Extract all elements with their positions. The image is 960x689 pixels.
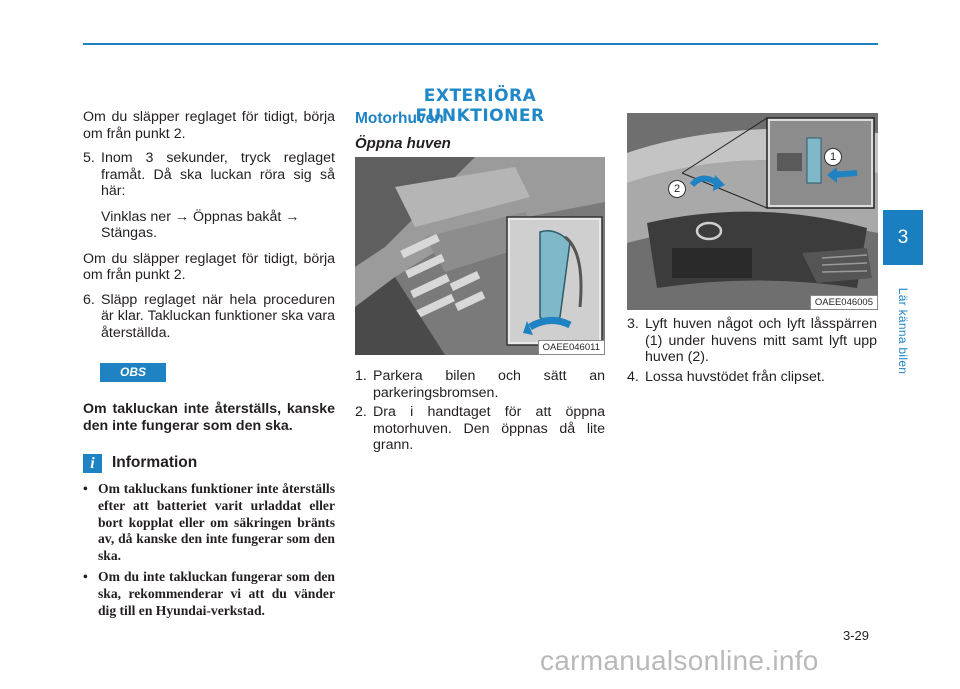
hood-latch-figure — [627, 113, 878, 310]
column-right — [627, 316, 877, 385]
figure-code: OAEE046011 — [538, 340, 605, 355]
hood-release-illustration — [355, 157, 605, 355]
step-1: 1. Parkera bilen och sätt an parkeringsbromsen. — [355, 368, 605, 401]
info-icon: i — [83, 454, 102, 473]
paragraph: Om du släpper reglaget för tidigt, börja om från punkt 2. — [83, 109, 335, 142]
column-middle — [355, 368, 605, 454]
section-title: EXTERIÖRA FUNKTIONER — [415, 86, 545, 126]
step-4: 4. Lossa huvstödet från clipset. — [627, 368, 825, 385]
obs-text: Om takluckan inte återställs, kanske den inte fungerar som den ska. — [83, 401, 335, 434]
sequence-text: Vinklas ner → Öppnas bakåt → Stängas. — [101, 208, 300, 241]
information-header — [83, 454, 335, 473]
obs-badge: OBS — [100, 363, 166, 382]
callout-2: 2 — [668, 180, 686, 198]
hood-release-figure — [355, 157, 605, 355]
information-label: Information — [112, 454, 198, 472]
header-rule — [83, 43, 878, 45]
list-item: • Om takluckans funktioner inte återställs efter att batteriet varit urladdat eller bort kopplat eller om säkringen bränts av, då kanske den inte fungerar som den ska. — [83, 481, 335, 564]
chapter-title: Lär känna bilen — [896, 287, 910, 375]
figure-code: OAEE046005 — [810, 295, 878, 310]
column-left — [83, 109, 335, 619]
car-front-illustration — [627, 113, 878, 310]
subheading-oppna-huven: Öppna huven — [355, 135, 451, 152]
step-3: 3. Lyft huven något och lyft låsspärren (1) under huvens mitt samt lyft upp huven (2). — [627, 316, 877, 365]
step-5: 5. Inom 3 sekunder, tryck reglaget framåt. Då ska luckan röra sig så här: — [83, 150, 335, 199]
watermark: carmanualsonline.info — [540, 645, 819, 676]
heading-motorhuven: Motorhuven — [355, 110, 444, 127]
information-list — [83, 481, 335, 619]
step-6: 6. Släpp reglaget när hela proceduren är klar. Takluckan funktioner ska vara återställda. — [83, 291, 335, 341]
callout-1: 1 — [824, 148, 842, 166]
page-number: 3-29 — [843, 628, 870, 643]
list-item: • Om du inte takluckan fungerar som den ska, rekommenderar vi att du vänder dig till en Hyundai-verkstad. — [83, 568, 335, 618]
chapter-tab[interactable]: 3 — [883, 210, 923, 265]
obs-badge-row — [83, 363, 335, 382]
step-2: 2. Dra i handtaget för att öppna motorhuven. Den öppnas då lite grann. — [355, 404, 605, 453]
paragraph: Om du släpper reglaget för tidigt, börja om från punkt 2. — [83, 250, 335, 283]
